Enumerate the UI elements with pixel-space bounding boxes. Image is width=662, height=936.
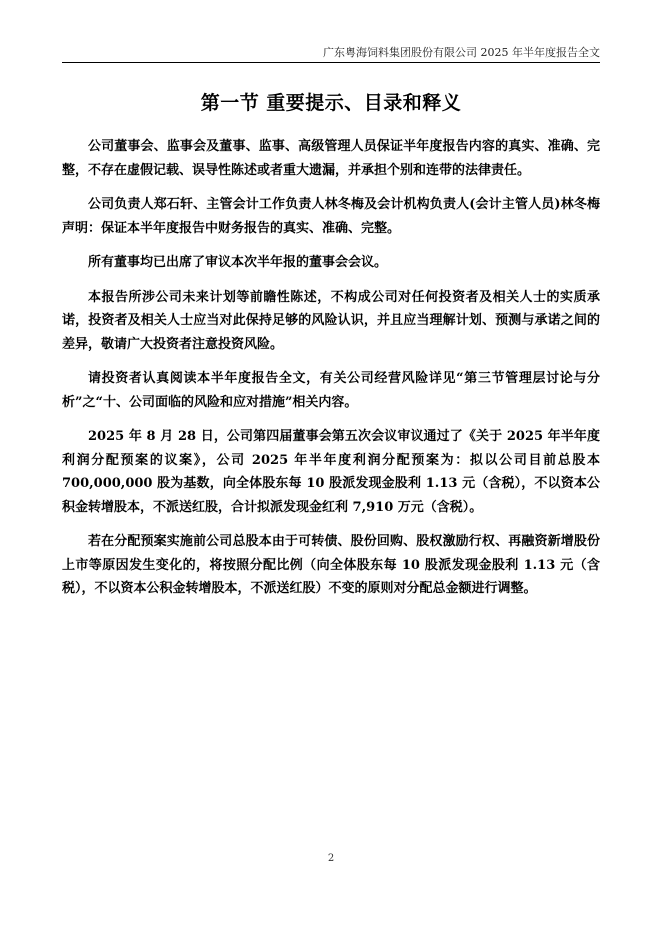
notice-content (62, 135, 600, 612)
paragraph-board-attendance: 所有董事均已出席了审议本次半年报的董事会会议。 (88, 255, 388, 270)
page-number: 2 (327, 853, 335, 864)
running-title: 广东粤海饲料集团股份有限公司 2025 年半年度报告全文 (323, 46, 600, 59)
paragraph-responsible-persons-statement: 公司负责人郑石轩、主管会计工作负责人林冬梅及会计机构负责人(会计主管人员)林冬梅声明：保证本半年度报告中财务报告的真实、准确、完整。 (62, 197, 600, 236)
paragraph-directors-guarantee: 公司董事会、监事会及董事、监事、高级管理人员保证半年度报告内容的真实、准确、完整，不存在虚假记载、误导性陈述或者重大遗漏，并承担个别和连带的法律责任。 (62, 139, 600, 178)
section-title: 第一节 重要提示、目录和释义 (200, 92, 462, 114)
paragraph-distribution-adjustment: 若在分配预案实施前公司总股本由于可转债、股份回购、股权激励行权、再融资新增股份上市等原因发生变化的，将按照分配比例（向全体股东每 10 股派发现金股利 1.13 元（含税），不以资本公积金转增股本，不派送红股）不变的原则对分配总金额进行调整。 (62, 534, 600, 596)
paragraph-profit-distribution: 2025 年 8 月 28 日，公司第四届董事会第五次会议审议通过了《关于 2025 年半年度利润分配预案的议案》，公司 2025 年半年度利润分配预案为：拟以公司目前总股本 700,000,000 股为基数，向全体股东每 10 股派发现金股利 1.13 元（含税），不以资本公积金转增股本，不派送红股，合计拟派发现金红利 7,910 万元（含税）。 (62, 429, 600, 515)
page-header (62, 46, 600, 63)
paragraph-forward-looking-statement: 本报告所涉公司未来计划等前瞻性陈述，不构成公司对任何投资者及相关人士的实质承诺，投资者及相关人士应当对此保持足够的风险认识，并且应当理解计划、预测与承诺之间的差异，敬请广大投资者注意投资风险。 (62, 289, 600, 352)
paragraph-risk-reference: 请投资者认真阅读本半年度报告全文，有关公司经营风险详见“第三节管理层讨论与分析”之“十、公司面临的风险和应对措施”相关内容。 (62, 371, 600, 410)
